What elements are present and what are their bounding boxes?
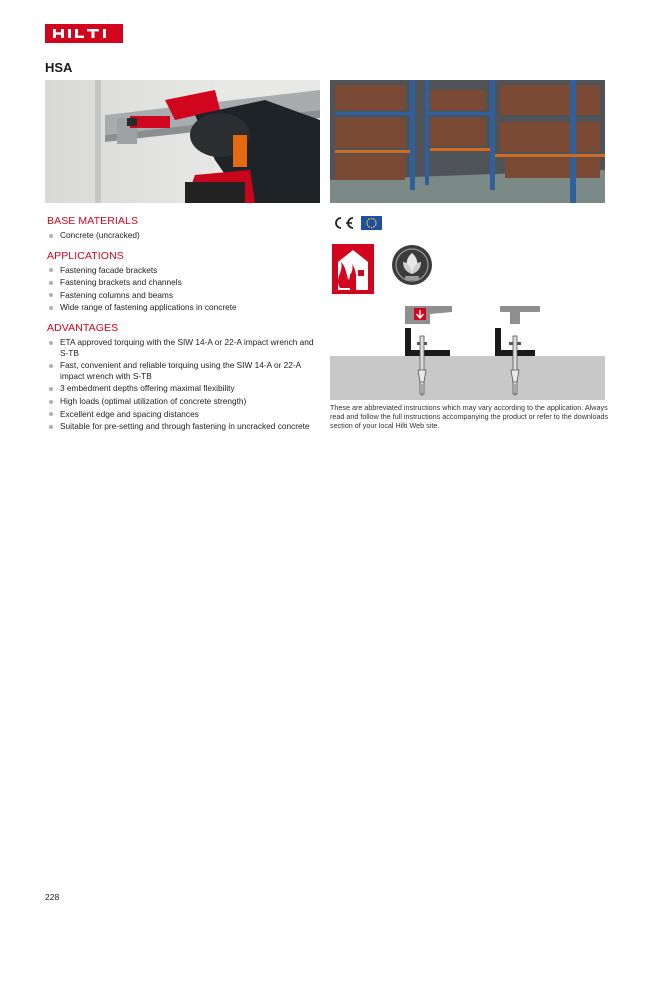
instructions-disclaimer: These are abbreviated instructions which may vary according to the application. Always read and follow the full instructions accompanying the product or refer to the downloads section of your local Hilti Web site. (330, 403, 609, 430)
applications-section (47, 250, 322, 313)
list-item: Fastening columns and beams (47, 290, 322, 301)
installation-diagram (330, 300, 605, 400)
list-item: Excellent edge and spacing distances (47, 409, 322, 420)
section-heading: APPLICATIONS (47, 249, 124, 262)
hilti-logo (45, 24, 123, 43)
list-item: Suitable for pre-setting and through fastening in uncracked concrete (47, 421, 322, 432)
product-photo-warehouse (330, 80, 605, 203)
list-item: ETA approved torquing with the SIW 14-A or 22-A impact wrench and S-TB (47, 337, 322, 358)
ce-mark-icon (332, 216, 356, 230)
feature-sections (47, 215, 322, 441)
eu-flag-icon (361, 216, 382, 230)
section-heading: BASE MATERIALS (47, 215, 139, 227)
section-heading: ADVANTAGES (47, 321, 119, 334)
list-item: Fastening brackets and channels (47, 277, 322, 288)
list-item: Fast, convenient and reliable torquing using the SIW 14-A or 22-A impact wrench with S-TB (47, 360, 322, 381)
list-item: Fastening facade brackets (47, 265, 322, 276)
list-item: Concrete (uncracked) (47, 230, 322, 241)
leed-icon (391, 244, 433, 286)
base-materials-section (47, 215, 322, 241)
list-item: 3 embedment depths offering maximal flexibility (47, 383, 322, 394)
list-item: High loads (optimal utilization of concrete strength) (47, 396, 322, 407)
product-title: HSA (45, 60, 73, 75)
advantages-section (47, 322, 322, 432)
page-number: 228 (45, 892, 60, 902)
list-item: Wide range of fastening applications in concrete (47, 302, 322, 313)
product-photo-installation (45, 80, 320, 203)
fire-resistance-icon (332, 244, 374, 294)
